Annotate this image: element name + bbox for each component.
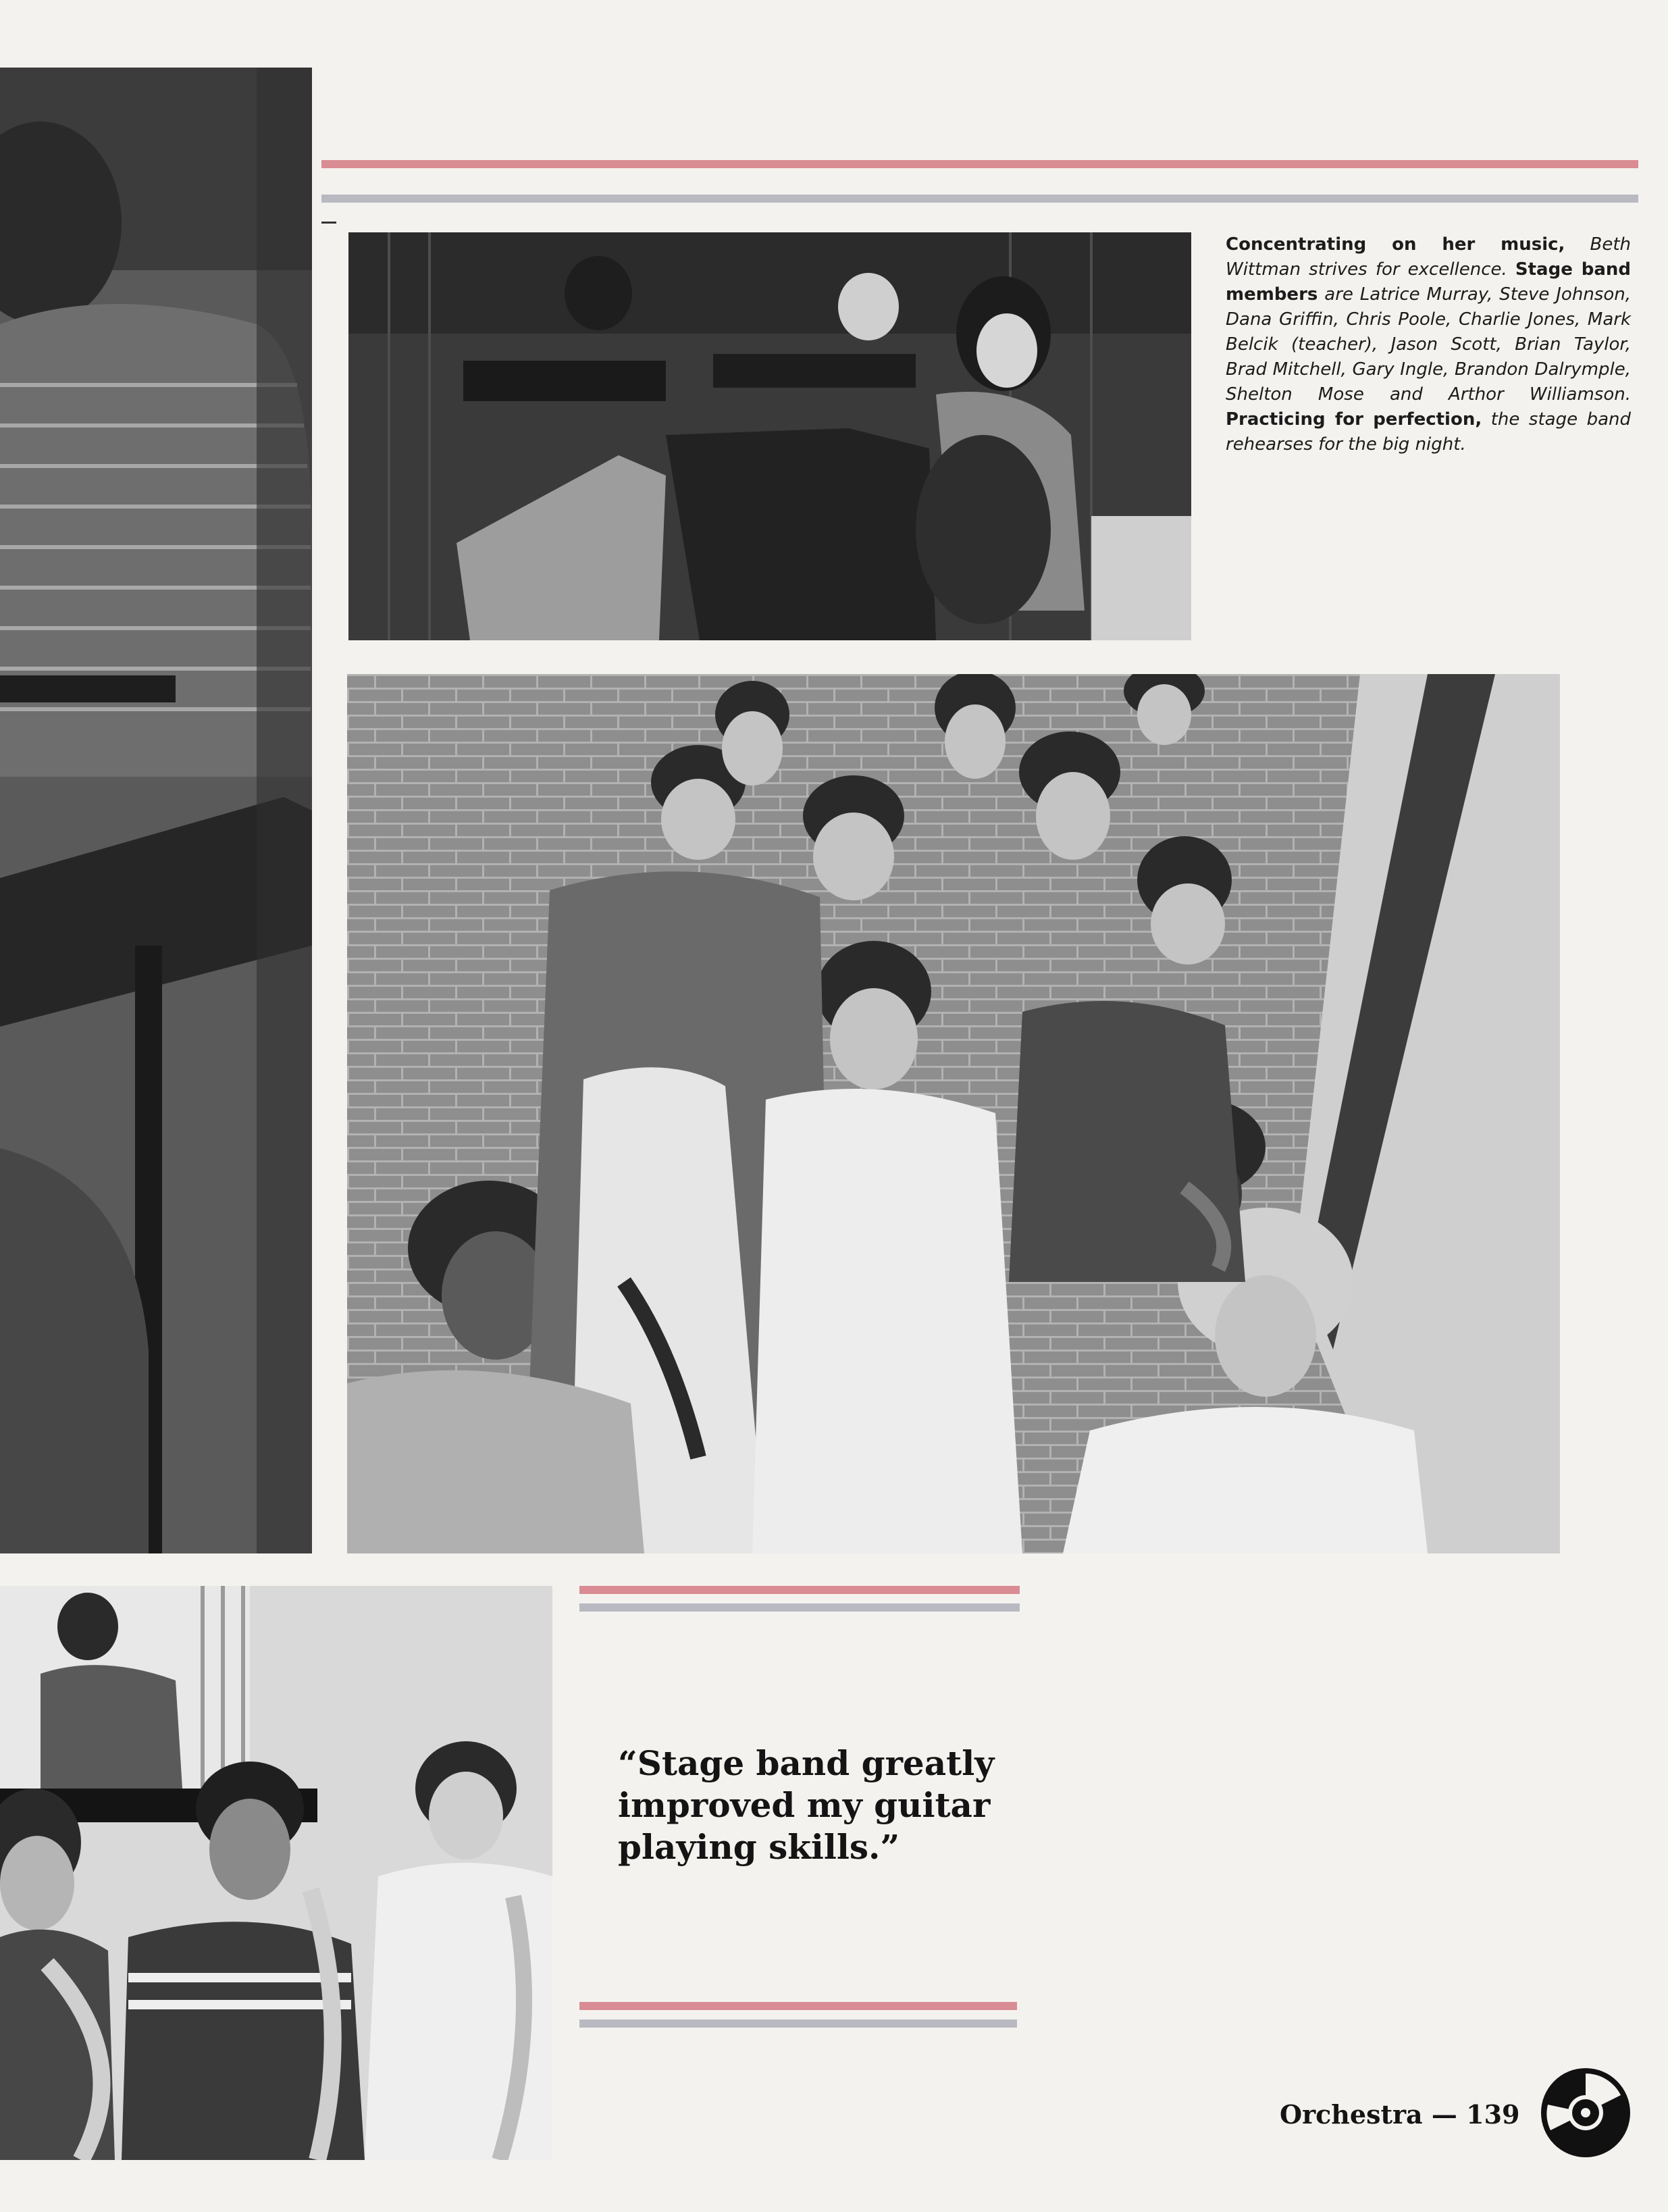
horn-section-photo-image — [0, 1586, 552, 2160]
vinyl-record-icon — [1538, 2065, 1633, 2160]
photo-caption — [1226, 232, 1631, 457]
folio-section: Orchestra — [1280, 2099, 1423, 2130]
caption-text-2: are Latrice Murray, Steve Johnson, Dana Griffin, Chris Poole, Charlie Jones, Mark Belcik (teacher), Jason Scott, Brian Taylor, Brad Mitchell, Gary Ingle, Brandon Dalrymple, Shelton Mose and Arthor Williamson. — [1226, 284, 1631, 405]
top-rule-red — [321, 160, 1638, 168]
top-rule-gray — [321, 195, 1638, 203]
page-folio — [1280, 2099, 1519, 2130]
cellist-photo-image — [348, 232, 1191, 640]
quote-top-rule-red — [579, 1586, 1020, 1594]
quote-bottom-rule-red — [579, 2002, 1017, 2010]
caption-lead-2: Stage band members — [1226, 259, 1631, 305]
quote-top-rule-gray — [579, 1603, 1020, 1612]
teacher-photo-image — [0, 68, 312, 1553]
folio-page-number: 139 — [1466, 2099, 1520, 2130]
band-group-photo — [347, 674, 1560, 1553]
caption-text-3: the stage band rehearses for the big night. — [1226, 409, 1631, 455]
teacher-photo — [0, 68, 312, 1553]
caption-lead-3: Practicing for perfection, — [1226, 409, 1482, 430]
folio-dash: — — [1431, 2099, 1457, 2130]
band-group-photo-image — [347, 674, 1560, 1553]
crop-mark — [321, 222, 336, 224]
horn-section-photo — [0, 1586, 552, 2160]
quote-bottom-rule-gray — [579, 2020, 1017, 2028]
pull-quote: “Stage band greatly improved my guitar playing skills.” — [618, 1743, 995, 1867]
caption-lead-1: Concentrating on her music, — [1226, 234, 1565, 255]
cellist-photo — [348, 232, 1191, 640]
caption-text-1: Beth Wittman strives for excellence. — [1226, 234, 1631, 280]
